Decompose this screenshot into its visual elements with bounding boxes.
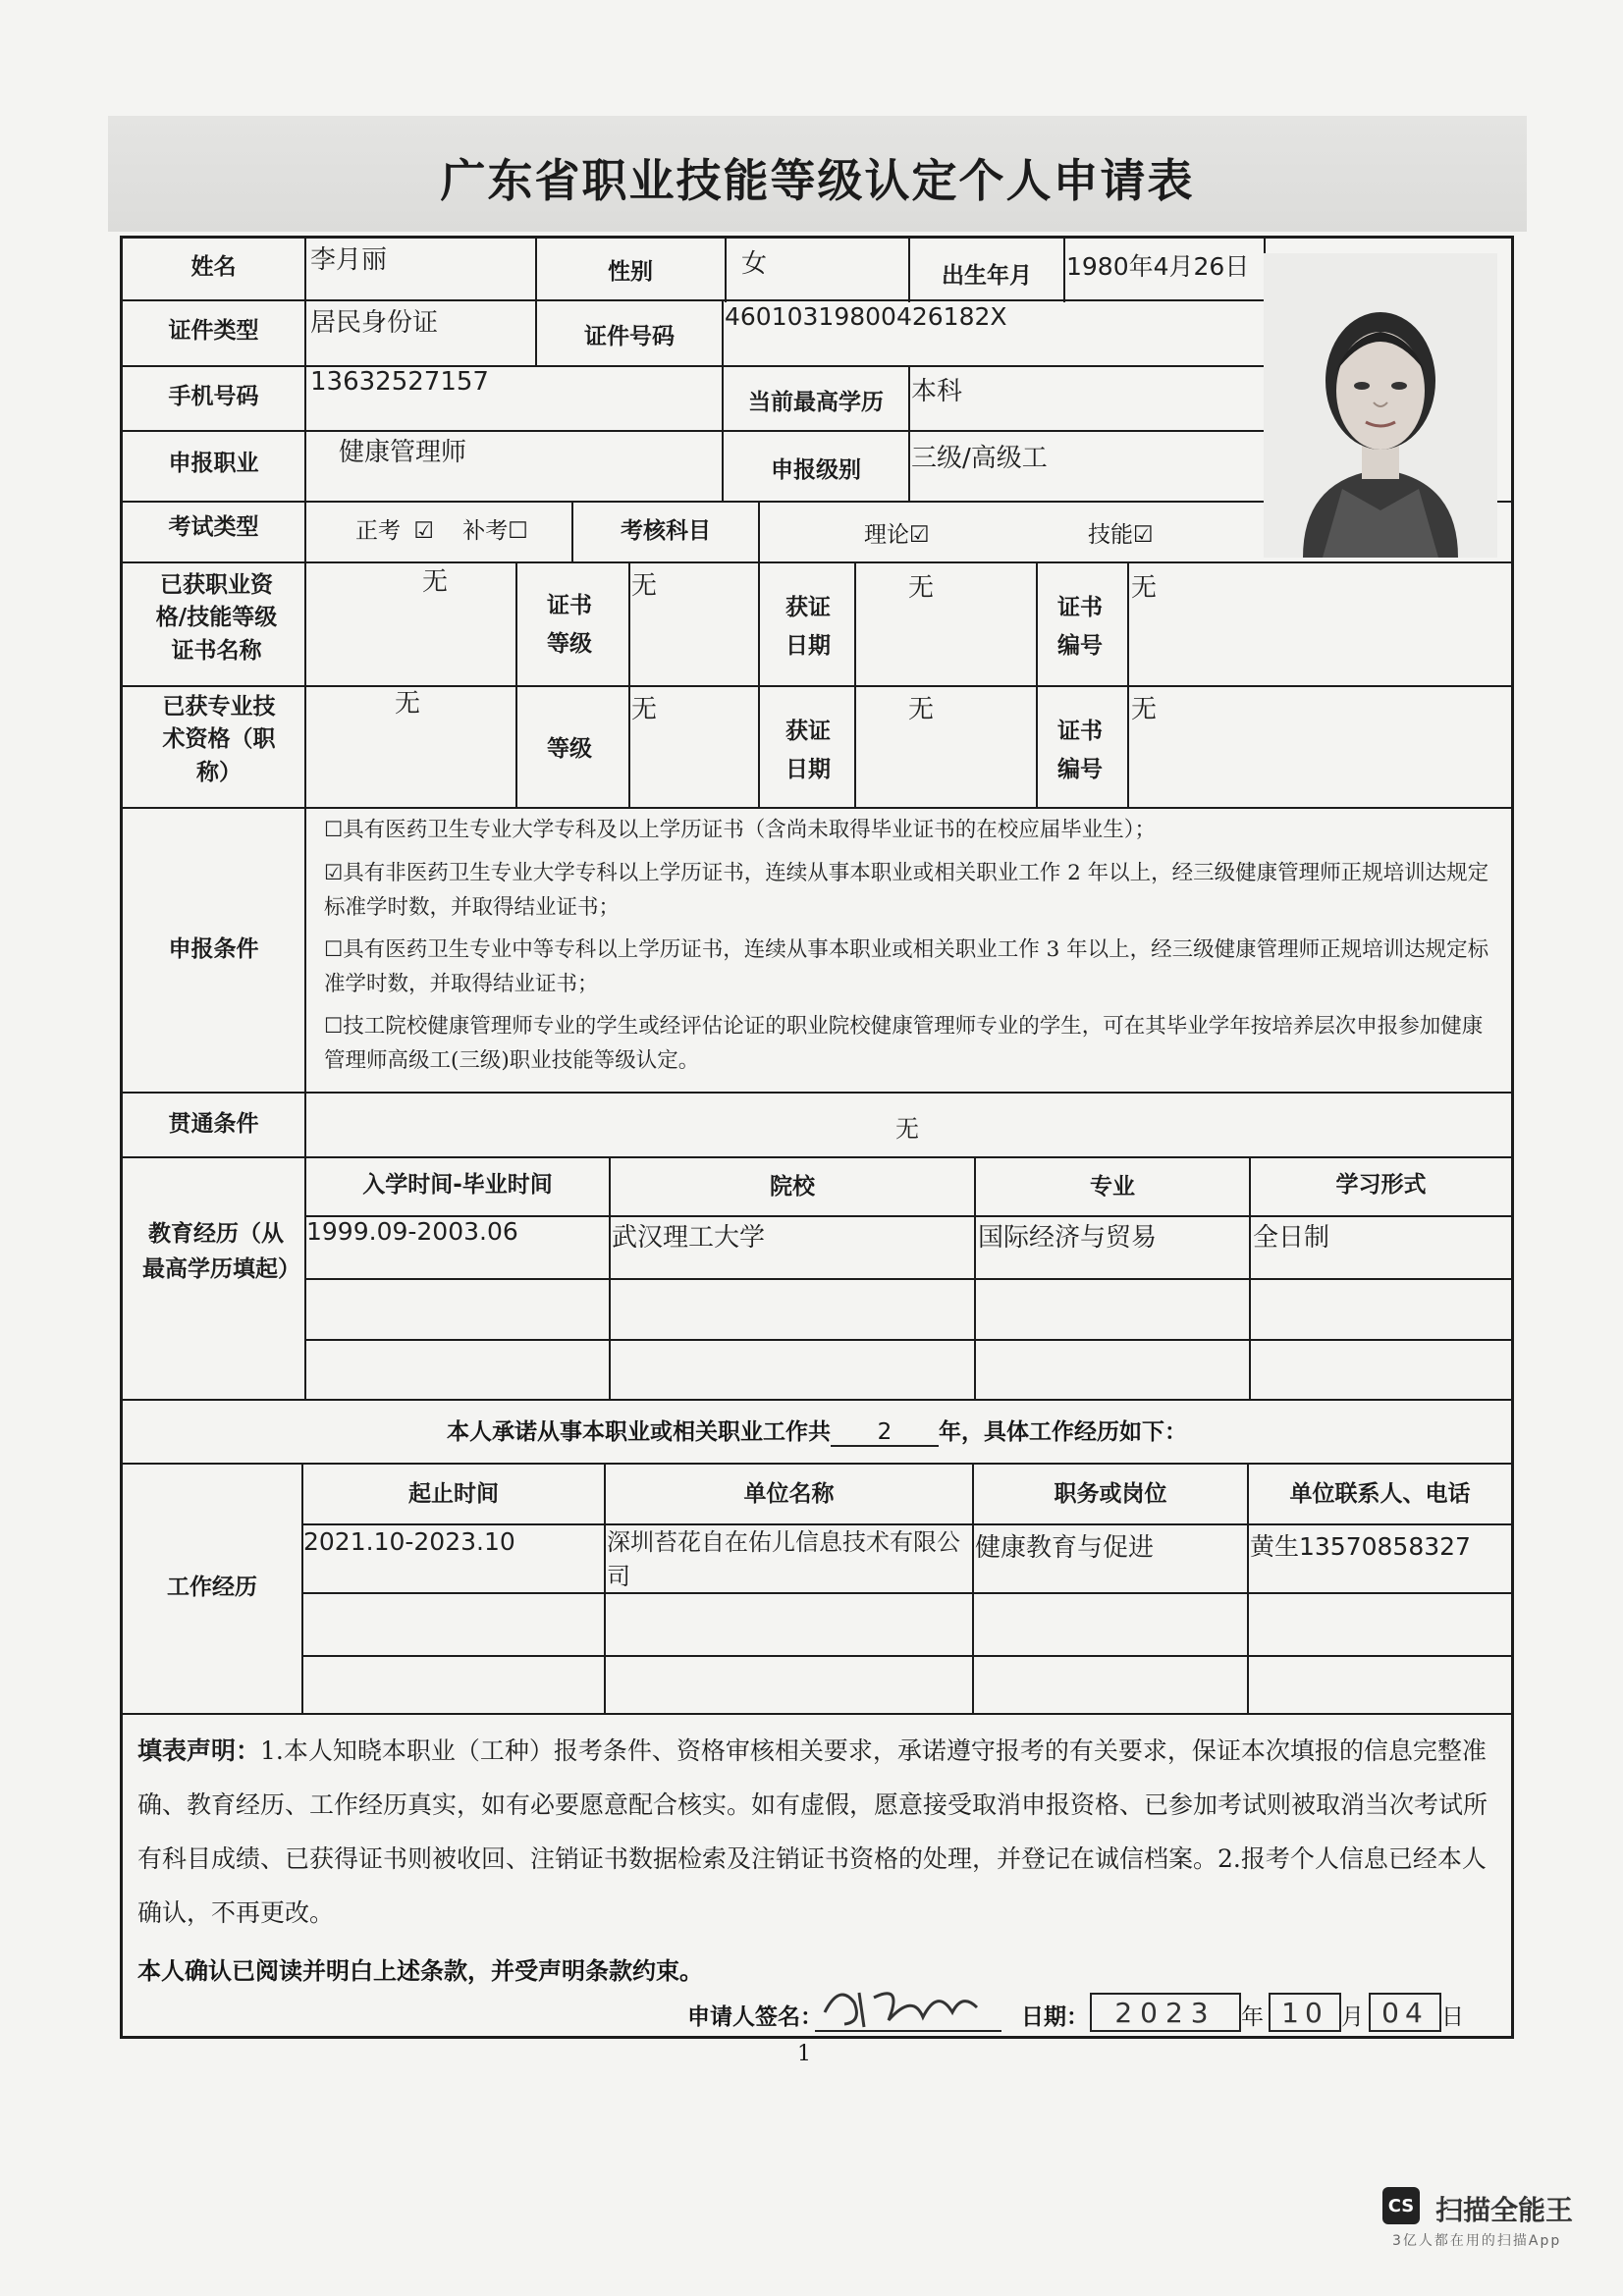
cert-no-label: 证书编号: [1057, 595, 1103, 660]
skill-checkbox-icon[interactable]: ☑: [1133, 522, 1154, 548]
condition-item-2[interactable]: [324, 856, 1492, 926]
cs-logo-icon: CS: [1382, 2187, 1420, 2224]
gender-value: 女: [741, 249, 768, 279]
through-value: 无: [895, 1115, 919, 1143]
declaration-label: 填表声明：: [137, 1736, 261, 1765]
title-date-value: 无: [908, 695, 935, 724]
title-label: 已获专业技术资格（职称）: [162, 694, 276, 785]
exam-skill-option[interactable]: [1088, 516, 1154, 549]
condition-2-text: 具有非医药卫生专业大学专科以上学历证书，连续从事本职业或相关职业工作 2 年以上，经三级健康管理师正规培训达规定标准学时数，并取得结业证书；: [324, 861, 1489, 921]
id-no-value: 46010319800426182X: [725, 302, 1007, 331]
work-commit-prefix: 本人承诺从事本职业或相关职业工作共: [447, 1419, 831, 1445]
signature-field[interactable]: [815, 1973, 1001, 2032]
phone-value: 13632527157: [310, 367, 489, 397]
edu-label: 当前最高学历: [748, 390, 884, 415]
work-row-1-contact: 黄生13570858327: [1250, 1532, 1471, 1561]
theory-checkbox-icon[interactable]: ☑: [909, 522, 930, 548]
condition-1-text: 具有医药卫生专业大学专科及以上学历证书（含尚未取得毕业证书的在校应届毕业生）；: [343, 818, 1157, 842]
title-grade-value: 无: [631, 695, 658, 724]
edu-value: 本科: [911, 377, 963, 406]
id-no-label: 证件号码: [584, 324, 675, 349]
condition-3-checkbox-icon[interactable]: ☐: [324, 937, 344, 962]
scanner-logo: [1382, 2187, 1420, 2224]
name-label: 姓名: [190, 254, 237, 280]
level-label: 申报级别: [771, 457, 861, 483]
cert-no-value: 无: [1131, 573, 1158, 603]
work-label: 工作经历: [167, 1575, 257, 1600]
form-title: 广东省职业技能等级认定个人申请表: [440, 154, 1195, 207]
id-type-label: 证件类型: [168, 318, 259, 344]
title-no-value: 无: [1131, 695, 1158, 724]
condition-2-checkbox-icon[interactable]: ☑: [324, 861, 344, 885]
edu-row-1-school: 武汉理工大学: [612, 1223, 766, 1253]
condition-item-3[interactable]: [324, 933, 1492, 1002]
work-row-1-employer: 深圳苔花自在佑儿信息技术有限公司: [607, 1528, 960, 1590]
regular-checkbox-icon[interactable]: ☑: [413, 518, 434, 544]
exam-regular-option[interactable]: [355, 512, 528, 545]
title-grade-label: 等级: [547, 736, 592, 762]
cert-date-label: 获证日期: [785, 595, 831, 660]
portrait-image: [1264, 253, 1497, 558]
edu-header-school: 院校: [770, 1174, 815, 1200]
work-row-1-position: 健康教育与促进: [975, 1533, 1155, 1563]
title-name-value: 无: [395, 689, 421, 719]
edu-row-1-mode: 全日制: [1253, 1223, 1330, 1253]
level-value: 三级/高级工: [911, 444, 1048, 473]
name-value: 李月丽: [310, 245, 388, 275]
work-header-period: 起止时间: [408, 1481, 499, 1507]
through-label: 贯通条件: [168, 1111, 259, 1137]
edu-row-1-major: 国际经济与贸易: [978, 1223, 1158, 1253]
occupation-label: 申报职业: [168, 451, 259, 476]
applicant-photo: [1264, 253, 1497, 558]
edu-header-period: 入学时间-毕业时间: [362, 1172, 553, 1198]
cert-name-value: 无: [422, 567, 449, 597]
edu-header-major: 专业: [1090, 1174, 1135, 1200]
date-label: 日期：: [1021, 2004, 1089, 2030]
declaration-text: [137, 1724, 1492, 1940]
date-year-box[interactable]: 2023: [1090, 1993, 1241, 2032]
regular-label: 正考: [355, 518, 401, 544]
declaration-body: 1.本人知晓本职业（工种）报考条件、资格审核相关要求，承诺遵守报考的有关要求，保证本次填报的信息完整准确、教育经历、工作经历真实，如有必要愿意配合核实。如有虚假，愿意接受取消申报资格、已参加考试则被取消当次考试所有科目成绩、已获得证书则被收回、注销证书数据检索及注销证书资格的处理，并登记在诚信档案。2.报考个人信息已经本人确认，不再更改。: [137, 1736, 1488, 1927]
condition-4-text: 技工院校健康管理师专业的学生或经评估论证的职业院校健康管理师专业的学生，可在其毕业学年按培养层次申报参加健康管理师高级工(三级)职业技能等级认定。: [324, 1014, 1484, 1074]
declaration-confirm: 本人确认已阅读并明白上述条款，并受声明条款约束。: [137, 1957, 703, 1985]
signature-image: [815, 1973, 1001, 2030]
scanner-app-name: 扫描全能王: [1435, 2194, 1574, 2226]
cert-label: 已获职业资格/技能等级证书名称: [155, 572, 278, 664]
theory-label: 理论: [864, 522, 909, 548]
work-header-position: 职务或岗位: [1054, 1481, 1167, 1507]
skill-label: 技能: [1088, 522, 1133, 548]
occupation-value: 健康管理师: [339, 438, 467, 467]
condition-1-checkbox-icon[interactable]: ☐: [324, 818, 344, 842]
work-header-employer: 单位名称: [743, 1481, 835, 1507]
work-commit-suffix: 年，具体工作经历如下：: [939, 1419, 1187, 1445]
page-number: 1: [797, 2042, 811, 2066]
exam-theory-option[interactable]: [864, 516, 930, 549]
condition-4-checkbox-icon[interactable]: ☐: [324, 1014, 344, 1039]
scanner-tagline: 3亿人都在用的扫描App: [1392, 2233, 1562, 2249]
exam-type-label: 考试类型: [168, 514, 259, 540]
conditions-label: 申报条件: [168, 936, 259, 962]
education-label: 教育经历（从最高学历填起）: [142, 1221, 300, 1282]
cert-date-value: 无: [908, 573, 935, 603]
date-day-box[interactable]: 04: [1369, 1993, 1441, 2032]
phone-label: 手机号码: [168, 384, 259, 409]
birth-value: 1980年4月26日: [1066, 252, 1250, 281]
day-unit: 日: [1441, 2004, 1464, 2030]
month-unit: 月: [1341, 2004, 1364, 2030]
condition-item-4[interactable]: [324, 1009, 1492, 1079]
title-date-label: 获证日期: [785, 719, 831, 783]
work-commitment: [123, 1414, 1511, 1447]
work-header-contact: 单位联系人、电话: [1289, 1481, 1471, 1507]
makeup-checkbox-icon[interactable]: ☐: [508, 518, 528, 544]
condition-item-1[interactable]: [324, 813, 1492, 847]
signature-label: 申请人签名：: [687, 2004, 823, 2030]
condition-3-text: 具有医药卫生专业中等专科以上学历证书，连续从事本职业或相关职业工作 3 年以上，经三级健康管理师正规培训达规定标准学时数，并取得结业证书；: [324, 937, 1489, 997]
edu-row-1-period: 1999.09-2003.06: [306, 1217, 518, 1246]
work-commit-years: 2: [831, 1419, 939, 1447]
makeup-label: 补考: [462, 518, 509, 544]
id-type-value: 居民身份证: [310, 308, 439, 338]
gender-label: 性别: [608, 259, 653, 285]
cert-grade-label: 证书等级: [547, 593, 592, 658]
edu-header-mode: 学习形式: [1335, 1172, 1427, 1198]
work-row-1-period: 2021.10-2023.10: [303, 1527, 515, 1556]
exam-subjects-label: 考核科目: [621, 518, 711, 544]
year-unit: 年: [1241, 2004, 1264, 2030]
date-month-box[interactable]: 10: [1269, 1993, 1341, 2032]
title-no-label: 证书编号: [1057, 719, 1103, 783]
cert-grade-value: 无: [631, 571, 658, 601]
birth-label: 出生年月: [942, 263, 1032, 289]
